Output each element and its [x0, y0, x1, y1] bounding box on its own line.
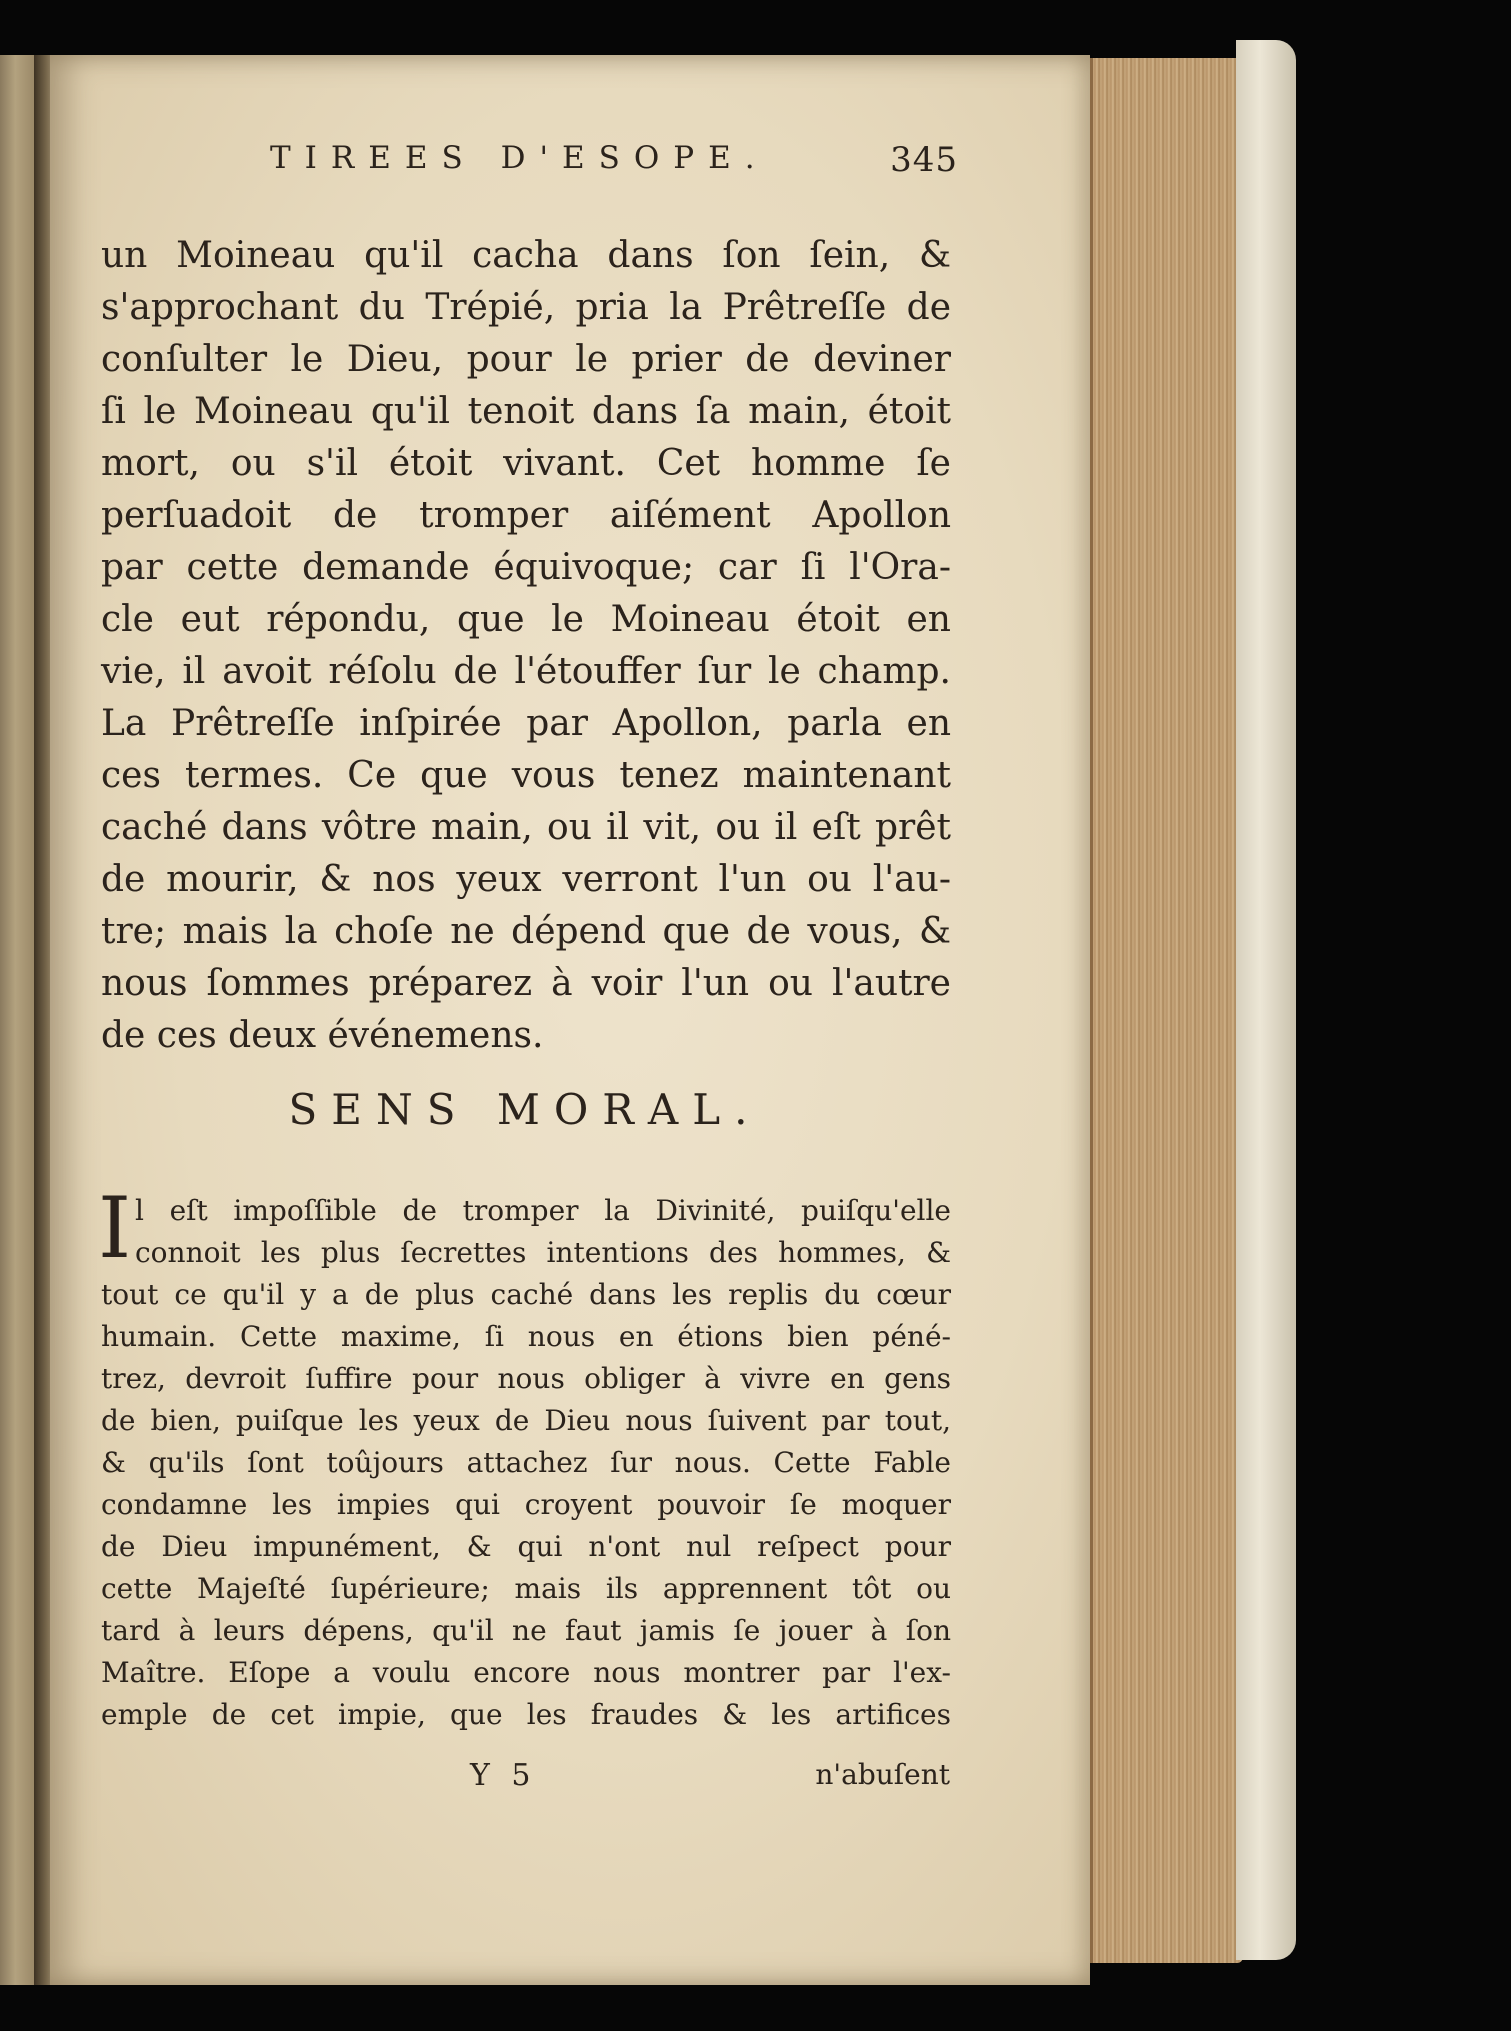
section-title: SENS MORAL. [288, 1085, 762, 1134]
page-footer [100, 1758, 950, 1802]
signature-mark: Y 5 [470, 1758, 537, 1793]
moral-line: Maître. Eſope a voulu encore nous montrer par l'ex- [101, 1656, 951, 1689]
page-header [270, 140, 960, 190]
text-line: de mourir, & nos yeux verront l'un ou l'au- [101, 859, 951, 900]
text-line: La Prêtreſſe inſpirée par Apollon, parla en [101, 703, 951, 744]
text-line: caché dans vôtre main, ou il vit, ou il eſt prêt [101, 807, 951, 848]
moral-line: de Dieu impunément, & qui n'ont nul reſpect pour [101, 1530, 951, 1563]
moral-line: cette Majeſté ſupérieure; mais ils apprennent tôt ou [101, 1572, 951, 1605]
running-title: TIREES D'ESOPE. [270, 140, 769, 176]
moral-line: tout ce qu'il y a de plus caché dans les replis du cœur [101, 1278, 951, 1311]
text-line: un Moineau qu'il cacha dans ſon ſein, & [101, 235, 951, 276]
catchword: n'abuſent [815, 1758, 950, 1791]
text-line: conſulter le Dieu, pour le prier de deviner [101, 339, 951, 380]
text-line: ces termes. Ce que vous tenez maintenant [101, 755, 951, 796]
moral-line: humain. Cette maxime, ſi nous en étions bien péné- [101, 1320, 951, 1353]
drop-cap: I [98, 1179, 132, 1277]
moral-line: trez, devroit ſuffire pour nous obliger à vivre en gens [101, 1362, 951, 1395]
text-line: tre; mais la choſe ne dépend que de vous, & [101, 911, 951, 952]
page-number: 345 [890, 140, 958, 180]
moral-text [101, 1190, 951, 1736]
text-line: nous ſommes préparez à voir l'un ou l'autre [101, 963, 951, 1004]
book-cover-edge [1236, 40, 1296, 1960]
moral-line: l eſt impoſſible de tromper la Divinité, puiſqu'elle [135, 1194, 951, 1227]
text-line: s'approchant du Trépié, pria la Prêtreſſe de [101, 287, 951, 328]
text-line: ſi le Moineau qu'il tenoit dans ſa main, étoit [101, 391, 951, 432]
text-line: perſuadoit de tromper aiſément Apollon [101, 495, 951, 536]
text-line: vie, il avoit réſolu de l'étouffer ſur le champ. [101, 651, 951, 692]
text-line: cle eut répondu, que le Moineau étoit en [101, 599, 951, 640]
moral-line: de bien, puiſque les yeux de Dieu nous ſuivent par tout, [101, 1404, 951, 1437]
moral-line: condamne les impies qui croyent pouvoir ſe moquer [101, 1488, 951, 1521]
fable-text [101, 230, 951, 1062]
moral-line: connoit les plus ſecrettes intentions des hommes, & [135, 1236, 951, 1269]
page-block-edges [1090, 58, 1243, 1963]
moral-line: & qu'ils ſont toûjours attachez ſur nous. Cette Fable [101, 1446, 951, 1479]
text-line: de ces deux événemens. [101, 1015, 544, 1056]
moral-line: emple de cet impie, que les fraudes & les artifices [101, 1698, 951, 1731]
previous-page-edge [0, 55, 36, 1985]
text-line: par cette demande équivoque; car ſi l'Ora- [101, 547, 951, 588]
moral-line: tard à leurs dépens, qu'il ne faut jamis ſe jouer à ſon [101, 1614, 951, 1647]
text-line: mort, ou s'il étoit vivant. Cet homme ſe [101, 443, 951, 484]
